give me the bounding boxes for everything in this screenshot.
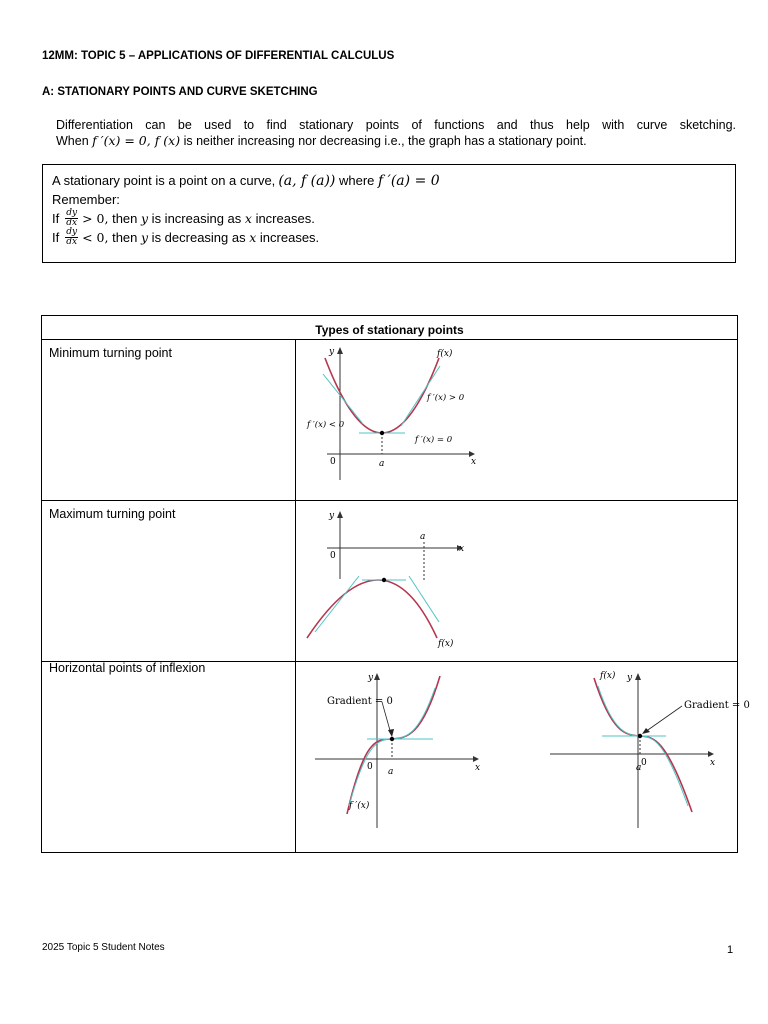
definition-box <box>42 164 736 263</box>
origin-label: 0 <box>330 457 336 467</box>
x-axis-label: x <box>459 544 465 554</box>
y-axis-label: y <box>627 673 633 683</box>
stationary-point-dot <box>390 737 394 741</box>
a-label: a <box>420 532 426 542</box>
fx-label: f(x) <box>437 349 453 359</box>
y-axis-label: y <box>329 347 335 357</box>
row-label-minimum: Minimum turning point <box>49 346 172 360</box>
stationary-point-dot <box>638 734 642 738</box>
tangent-lines <box>598 686 688 806</box>
row-label-inflexion: Horizontal points of inflexion <box>49 661 206 675</box>
x-axis-arrow <box>473 756 479 762</box>
increasing-rule: If $\frac{dy}{dx}$ > 0, then y is increasing as x increases. <box>52 208 315 228</box>
intro-paragraph <box>56 117 736 149</box>
negative-tangent <box>323 374 363 424</box>
gradient-pointer-arrow <box>388 729 394 737</box>
section-title: A: STATIONARY POINTS AND CURVE SKETCHING <box>42 86 318 98</box>
gradient-label: Gradient = 0 <box>684 700 750 711</box>
origin-label: 0 <box>367 762 373 772</box>
x-axis-arrow <box>708 751 714 757</box>
intro-line-2: When f ′(x) = 0, f (x) is neither increasing nor decreasing i.e., the graph has a stationary point. <box>56 133 587 148</box>
origin-label: 0 <box>330 551 336 561</box>
x-axis-label: x <box>471 457 477 467</box>
gradient-label: Gradient = 0 <box>327 696 393 707</box>
gradient-pointer <box>645 706 682 732</box>
origin-label: 0 <box>641 758 647 768</box>
y-axis-label: y <box>329 511 335 521</box>
footer-text: 2025 Topic 5 Student Notes <box>42 942 165 953</box>
a-label: a <box>636 763 642 773</box>
intro-math: f ′(x) = 0, f (x) <box>92 133 181 148</box>
maximum-turning-point-graph <box>307 504 487 654</box>
remember-label: Remember: <box>52 192 120 207</box>
stationary-point-dot <box>382 578 386 582</box>
table-header: Types of stationary points <box>42 316 737 340</box>
definition-line: A stationary point is a point on a curve, (a, f (a)) where f ′(a) = 0 <box>52 172 440 189</box>
fprime-positive-label: f ′(x) > 0 <box>427 393 465 403</box>
stationary-condition: f ′(a) = 0 <box>378 172 440 189</box>
inflexion-curve <box>594 678 692 812</box>
page-number: 1 <box>727 944 734 956</box>
stationary-point-notation: (a, f (a)) <box>278 172 336 189</box>
a-label: a <box>379 459 385 469</box>
x-axis-label: x <box>710 758 716 768</box>
derivative-fraction: $\frac{dy}{dx}$ <box>66 208 78 228</box>
stationary-point-dot <box>380 431 384 435</box>
row-label-maximum: Maximum turning point <box>49 507 176 521</box>
table-row-divider <box>42 500 737 501</box>
decreasing-rule: If $\frac{dy}{dx}$ < 0, then y is decreasing as x increases. <box>52 227 320 247</box>
y-axis-arrow <box>374 673 380 680</box>
table-column-divider <box>295 340 296 853</box>
y-axis-arrow <box>337 347 343 354</box>
fprime-label: f ′(x) <box>349 801 370 811</box>
stationary-points-table <box>41 315 750 853</box>
a-label: a <box>388 767 394 777</box>
intro-line-1: Differentiation can be used to find stationary points of functions and thus help with curve sketching. <box>56 118 736 132</box>
inflexion-graph-increasing <box>307 666 497 836</box>
fprime-zero-label: f ′(x) = 0 <box>415 435 453 445</box>
derivative-fraction: $\frac{dy}{dx}$ <box>66 227 78 247</box>
positive-tangent <box>315 576 359 632</box>
topic-title: 12MM: TOPIC 5 – APPLICATIONS OF DIFFERENTIAL CALCULUS <box>42 50 395 62</box>
fx-label: f(x) <box>600 671 616 681</box>
fprime-negative-label: f ′(x) < 0 <box>307 420 345 430</box>
inflexion-graph-decreasing <box>542 666 750 836</box>
y-axis-label: y <box>368 673 374 683</box>
y-axis-arrow <box>635 673 641 680</box>
minimum-turning-point-graph <box>307 340 487 500</box>
y-axis-arrow <box>337 511 343 518</box>
fx-label: f(x) <box>438 639 454 649</box>
x-axis-label: x <box>475 763 481 773</box>
